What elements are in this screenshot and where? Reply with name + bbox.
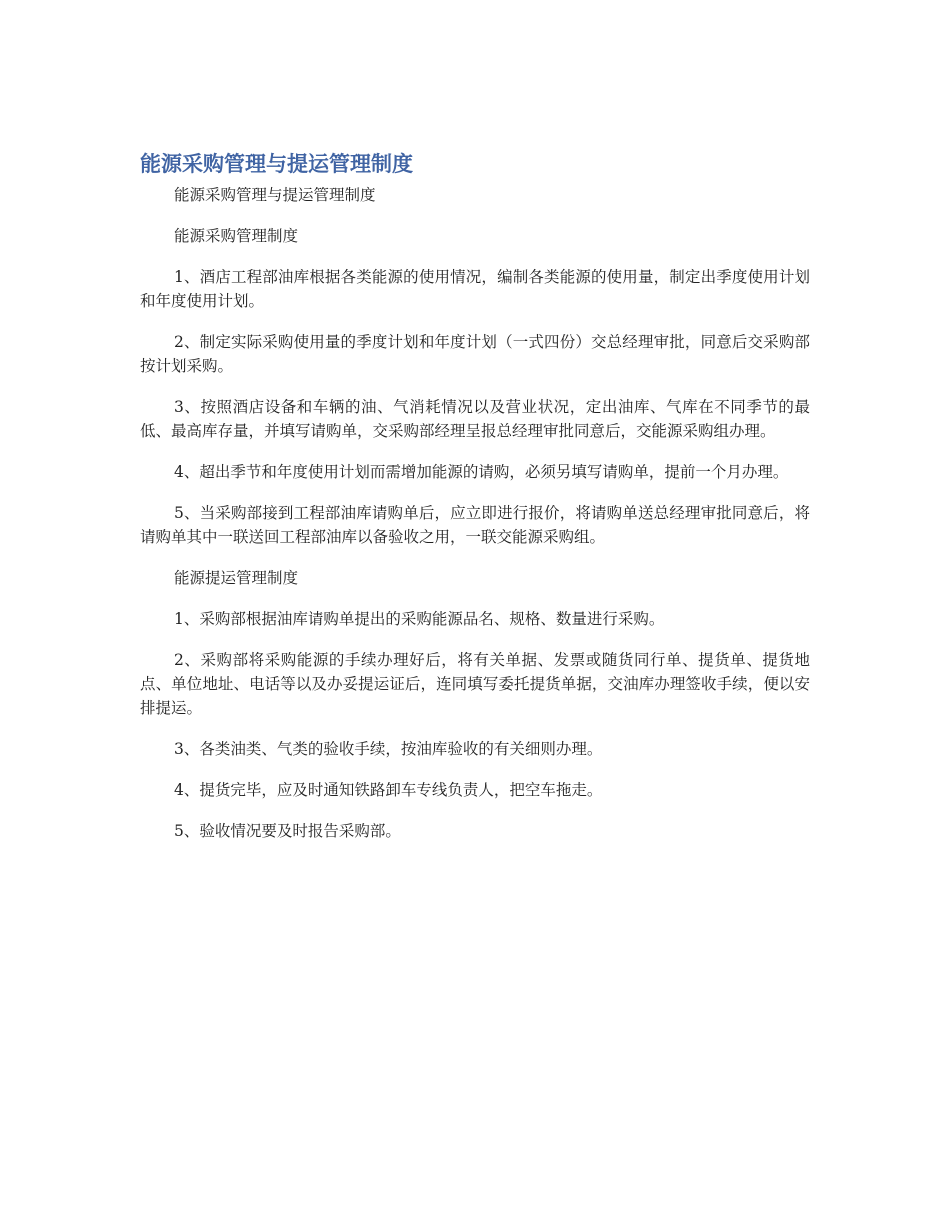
transport-item-2: 2、采购部将采购能源的手续办理好后，将有关单据、发票或随货同行单、提货单、提货地点、单位地址、电话等以及办妥提运证后，连同填写委托提货单据，交油库办理签收手续，便以安排提运。: [140, 651, 810, 717]
procurement-item-3: 3、按照酒店设备和车辆的油、气消耗情况以及营业状况，定出油库、气库在不同季节的最低、最高库存量，并填写请购单，交采购部经理呈报总经理审批同意后，交能源采购组办理。: [140, 398, 810, 440]
document-title: 能源采购管理与提运管理制度: [140, 152, 413, 176]
transport-item-3: 3、各类油类、气类的验收手续，按油库验收的有关细则办理。: [174, 740, 603, 758]
procurement-item-2: 2、制定实际采购使用量的季度计划和年度计划（一式四份）交总经理审批，同意后交采购部按计划采购。: [140, 333, 810, 375]
section-heading-transport: 能源提运管理制度: [174, 569, 299, 587]
procurement-item-1: 1、酒店工程部油库根据各类能源的使用情况，编制各类能源的使用量，制定出季度使用计划和年度使用计划。: [140, 268, 810, 310]
transport-item-5: 5、验收情况要及时报告采购部。: [174, 822, 401, 840]
transport-item-1: 1、采购部根据油库请购单提出的采购能源品名、规格、数量进行采购。: [174, 610, 665, 628]
transport-item-4: 4、提货完毕，应及时通知铁路卸车专线负责人，把空车拖走。: [174, 781, 603, 799]
section-heading-procurement: 能源采购管理制度: [174, 227, 299, 245]
document-body: [140, 150, 810, 843]
procurement-item-4: 4、超出季节和年度使用计划而需增加能源的请购，必须另填写请购单，提前一个月办理。: [174, 463, 789, 481]
procurement-item-5: 5、当采购部接到工程部油库请购单后，应立即进行报价，将请购单送总经理审批同意后，将请购单其中一联送回工程部油库以备验收之用，一联交能源采购组。: [140, 504, 810, 546]
subtitle-paragraph: 能源采购管理与提运管理制度: [174, 186, 376, 204]
